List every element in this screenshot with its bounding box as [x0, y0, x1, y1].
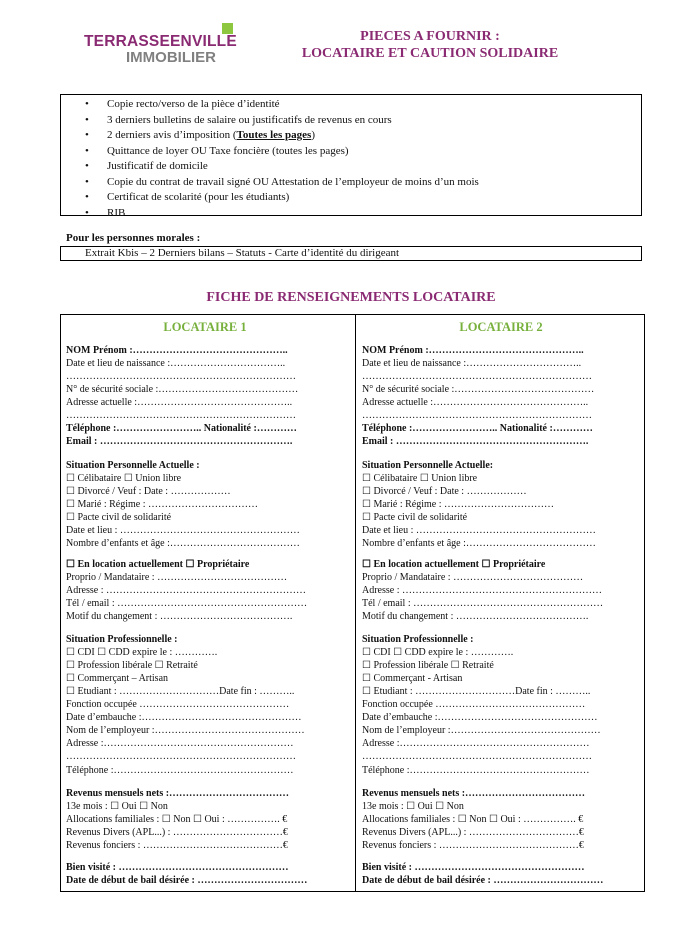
contract-checkboxes[interactable]: ☐ CDI ☐ CDD expire le : …………. — [362, 647, 514, 658]
column-heading: LOCATAIRE 1 — [163, 320, 247, 334]
column-heading: LOCATAIRE 2 — [459, 320, 543, 334]
student-checkbox[interactable]: ☐ Etudiant : …………………………Date fin : ……….. — [362, 686, 591, 697]
list-item: • Quittance de loyer OU Taxe foncière (toutes les pages) — [85, 144, 349, 157]
section-personal-situation: Situation Personnelle Actuelle : — [66, 460, 200, 471]
title-line-1: PIECES A FOURNIR : — [360, 29, 500, 44]
tel-email-field[interactable]: Tél / email : ………………………………………………… — [362, 598, 604, 609]
company-logo — [84, 23, 244, 67]
address-field[interactable]: Adresse actuelle :……………………………………….. — [66, 397, 293, 408]
blank-line[interactable]: …………………………………………………………… — [66, 751, 296, 762]
address-field[interactable]: Adresse : …………………………………………………… — [362, 585, 602, 596]
documents-box — [60, 94, 642, 219]
date-place-field[interactable]: Date et lieu : ……………………………………………… — [66, 525, 300, 536]
property-income-field[interactable]: Revenus fonciers : ……………………………………€ — [66, 840, 288, 851]
fiche-title: FICHE DE RENSEIGNEMENTS LOCATAIRE — [206, 290, 496, 305]
blank-line[interactable]: …………………………………………………………… — [66, 410, 296, 421]
children-field[interactable]: Nombre d’enfants et âge :………………………………… — [66, 538, 300, 549]
pacs-checkbox[interactable]: ☐ Pacte civil de solidarité — [362, 512, 468, 523]
address-field[interactable]: Adresse : …………………………………………………… — [66, 585, 306, 596]
blank-line[interactable]: …………………………………………………………… — [362, 410, 592, 421]
housing-checkboxes[interactable]: ☐ En location actuellement ☐ Propriétaire — [362, 559, 546, 570]
locataire-1-column — [60, 314, 350, 892]
list-item: • 2 derniers avis d’imposition (Toutes les pages) — [85, 129, 315, 141]
locataire-2-column — [356, 314, 646, 892]
employer-field[interactable]: Nom de l’employeur :……………………………………… — [66, 725, 305, 736]
phone-nationality-field[interactable]: Téléphone :…………………….. Nationalité :………… — [66, 423, 297, 434]
hire-date-field[interactable]: Date d’embauche :………………………………………… — [362, 712, 598, 723]
tel-email-field[interactable]: Tél / email : ………………………………………………… — [66, 598, 308, 609]
section-professional-situation: Situation Professionnelle : — [66, 634, 178, 645]
married-checkbox[interactable]: ☐ Marié : Régime : …………………………… — [66, 499, 259, 510]
birth-field[interactable]: Date et lieu de naissance :…………………………….. — [362, 358, 582, 369]
email-field[interactable]: Email : …………………………………………………. — [66, 436, 293, 447]
logo-line-1: TERRASSEENVILLE — [84, 33, 237, 50]
landlord-field[interactable]: Proprio / Mandataire : ………………………………… — [362, 572, 584, 583]
reason-field[interactable]: Motif du changement : …………………………………. — [66, 611, 293, 622]
list-item: • Copie recto/verso de la pièce d’identité — [85, 98, 280, 110]
property-income-field[interactable]: Revenus fonciers : ……………………………………€ — [362, 840, 584, 851]
13th-month-checkboxes[interactable]: 13e mois : ☐ Oui ☐ Non — [66, 801, 168, 812]
logo-line-2: IMMOBILIER — [126, 49, 216, 66]
address-field[interactable]: Adresse actuelle :……………………………………….. — [362, 397, 589, 408]
reason-field[interactable]: Motif du changement : …………………………………. — [362, 611, 589, 622]
other-income-field[interactable]: Revenus Divers (APL...) : ……………………………€ — [66, 827, 288, 838]
list-item: • Certificat de scolarité (pour les étudiants) — [85, 191, 290, 203]
student-checkbox[interactable]: ☐ Etudiant : …………………………Date fin : ……….. — [66, 686, 295, 697]
social-security-field[interactable]: N° de sécurité sociale :…………………………………… — [66, 384, 299, 395]
birth-field[interactable]: Date et lieu de naissance :…………………………….. — [66, 358, 286, 369]
page-title — [260, 28, 600, 62]
allowances-field[interactable]: Allocations familiales : ☐ Non ☐ Oui : ……………. € — [362, 814, 584, 825]
email-field[interactable]: Email : …………………………………………………. — [362, 436, 589, 447]
title-line-2: LOCATAIRE ET CAUTION SOLIDAIRE — [301, 46, 559, 61]
single-union-checkboxes[interactable]: ☐ Célibataire ☐ Union libre — [66, 473, 182, 484]
employer-field[interactable]: Nom de l’employeur :……………………………………… — [362, 725, 601, 736]
other-income-field[interactable]: Revenus Divers (APL...) : ……………………………€ — [362, 827, 584, 838]
pacs-checkbox[interactable]: ☐ Pacte civil de solidarité — [66, 512, 172, 523]
income-field[interactable]: Revenus mensuels nets :……………………………… — [362, 788, 586, 799]
contract-checkboxes[interactable]: ☐ CDI ☐ CDD expire le : …………. — [66, 647, 218, 658]
job-field[interactable]: Fonction occupée ……………………………………… — [66, 699, 290, 710]
housing-checkboxes[interactable]: ☐ En location actuellement ☐ Propriétaire — [66, 559, 250, 570]
divorced-checkbox[interactable]: ☐ Divorcé / Veuf : Date : ……………… — [362, 486, 527, 497]
list-item: • Justificatif de domicile — [85, 160, 208, 172]
list-item: • RIB — [85, 206, 126, 219]
merchant-checkbox[interactable]: ☐ Commerçant - Artisan — [362, 673, 463, 684]
allowances-field[interactable]: Allocations familiales : ☐ Non ☐ Oui : ……………. € — [66, 814, 288, 825]
moral-persons-label: Pour les personnes morales : — [66, 232, 201, 244]
married-checkbox[interactable]: ☐ Marié : Régime : …………………………… — [362, 499, 555, 510]
profession-checkboxes[interactable]: ☐ Profession libérale ☐ Retraité — [66, 660, 198, 671]
list-item: • 3 derniers bulletins de salaire ou justificatifs de revenus en cours — [85, 113, 392, 126]
employer-address-field[interactable]: Adresse :………………………………………………… — [362, 738, 590, 749]
divorced-checkbox[interactable]: ☐ Divorcé / Veuf : Date : ……………… — [66, 486, 231, 497]
name-field[interactable]: NOM Prénom :……………………………………….. — [66, 345, 288, 356]
employer-phone-field[interactable]: Téléphone :……………………………………………… — [362, 765, 590, 776]
name-field[interactable]: NOM Prénom :……………………………………….. — [362, 345, 584, 356]
date-place-field[interactable]: Date et lieu : ……………………………………………… — [362, 525, 596, 536]
visited-property-field[interactable]: Bien visité : …………………………………………… — [66, 862, 289, 873]
social-security-field[interactable]: N° de sécurité sociale :…………………………………… — [362, 384, 595, 395]
moral-persons-box: Extrait Kbis – 2 Derniers bilans – Statuts - Carte d’identité du dirigeant — [60, 246, 642, 261]
income-field[interactable]: Revenus mensuels nets :……………………………… — [66, 788, 290, 799]
13th-month-checkboxes[interactable]: 13e mois : ☐ Oui ☐ Non — [362, 801, 464, 812]
children-field[interactable]: Nombre d’enfants et âge :………………………………… — [362, 538, 596, 549]
section-personal-situation: Situation Personnelle Actuelle: — [362, 460, 494, 471]
phone-nationality-field[interactable]: Téléphone :…………………….. Nationalité :………… — [362, 423, 593, 434]
employer-address-field[interactable]: Adresse :………………………………………………… — [66, 738, 294, 749]
job-field[interactable]: Fonction occupée ……………………………………… — [362, 699, 586, 710]
documents-list — [85, 97, 479, 221]
blank-line[interactable]: …………………………………………………………… — [362, 371, 592, 382]
visited-property-field[interactable]: Bien visité : …………………………………………… — [362, 862, 585, 873]
lease-start-field[interactable]: Date de début de bail désirée : …………………………… — [362, 875, 604, 886]
blank-line[interactable]: …………………………………………………………… — [66, 371, 296, 382]
profession-checkboxes[interactable]: ☐ Profession libérale ☐ Retraité — [362, 660, 494, 671]
list-item: • Copie du contrat de travail signé OU Attestation de l’employeur de moins d’un mois — [85, 175, 479, 188]
blank-line[interactable]: …………………………………………………………… — [362, 751, 592, 762]
section-professional-situation: Situation Professionnelle : — [362, 634, 474, 645]
hire-date-field[interactable]: Date d’embauche :………………………………………… — [66, 712, 302, 723]
single-union-checkboxes[interactable]: ☐ Célibataire ☐ Union libre — [362, 473, 478, 484]
merchant-checkbox[interactable]: ☐ Commerçant – Artisan — [66, 673, 169, 684]
employer-phone-field[interactable]: Téléphone :……………………………………………… — [66, 765, 294, 776]
landlord-field[interactable]: Proprio / Mandataire : ………………………………… — [66, 572, 288, 583]
lease-start-field[interactable]: Date de début de bail désirée : …………………………… — [66, 875, 308, 886]
